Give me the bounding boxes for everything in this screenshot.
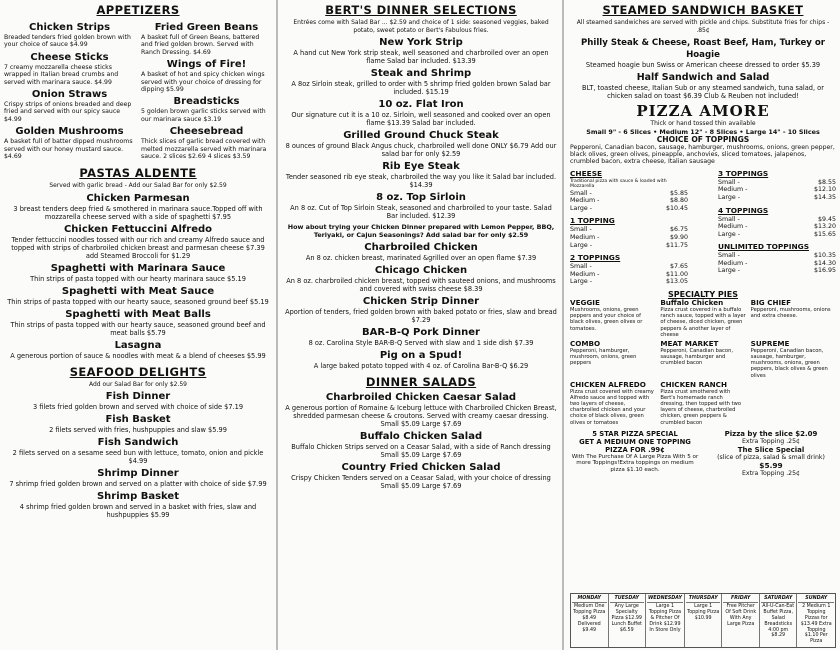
item-description: 4 shrimp fried golden brown and served in a basket with fries, slaw and hushpuppies $5.99 xyxy=(19,503,257,520)
size-label: Medium - xyxy=(718,186,748,194)
item-name: Wings of Fire! xyxy=(166,59,247,71)
specialty-pie xyxy=(751,340,836,379)
price-value: $11.75 xyxy=(665,241,688,249)
size-label: Small - xyxy=(570,263,592,271)
pie-description: Mushrooms, onions, green peppers and your choice of black olives, green olives or tomatoes. xyxy=(570,307,643,332)
price-block-title: 2 TOPPINGS xyxy=(570,253,621,263)
item-description: 8 oz. Carolina Style BAR-B-Q Served with slaw and 1 side dish $7.39 xyxy=(308,339,534,347)
price-value: $5.85 xyxy=(669,189,688,197)
menu-item xyxy=(280,327,562,347)
item-description: 2 filets served on a sesame seed bun with lettuce, tomato, onion and pickle $4.99 xyxy=(12,449,264,466)
price-block xyxy=(718,168,836,202)
half-sandwich-desc: BLT, toasted cheese, Italian Sub or any steamed sandwich, tuna salad, or chicken salad on toast $6.39 Club & Reuben not included! xyxy=(582,84,824,100)
item-name: Spaghetti with Marinara Sauce xyxy=(50,262,226,274)
day-special: Medium One Topping Pizza $8.49 Delivered $9.49 xyxy=(573,604,606,633)
size-label: Medium - xyxy=(570,270,600,278)
five-star-line: GET A MEDIUM ONE TOPPING PIZZA FOR .99¢ xyxy=(579,437,691,454)
column-sandwiches-pizza xyxy=(566,0,840,650)
item-name: BAR-B-Q Pork Dinner xyxy=(362,327,480,338)
menu-item xyxy=(280,37,562,65)
day-special: All-U-Can-Eat Buffet Pizza, Salad Breadsticks 4:00 pm $8.29 xyxy=(762,604,795,639)
price-row xyxy=(718,186,836,194)
pie-name: SUPREME xyxy=(750,338,790,348)
item-description: 3 breast tenders deep fried & smothered in marinara sauce.Topped off with mozzarella cheese served with a side of spaghetti $7.95 xyxy=(13,204,263,221)
pizza-amore-title: PIZZA AMORE xyxy=(636,102,770,120)
price-row xyxy=(718,223,836,231)
price-row xyxy=(718,194,836,202)
menu-item xyxy=(0,437,276,465)
pizza-price-grid xyxy=(566,168,840,289)
weekly-specials-table xyxy=(570,593,836,648)
item-name: Chicken Strips xyxy=(28,22,111,33)
pizza-prices-right xyxy=(718,168,836,289)
schedule-day xyxy=(760,594,798,647)
item-name: Charbroiled Chicken Caesar Salad xyxy=(325,392,517,403)
item-description: Buffalo Chicken Strips served on a Ceasar Salad, with a side of Ranch dressing Small $5.09 Large $7.69 xyxy=(291,443,551,459)
price-block-title: UNLIMITED TOPPINGS xyxy=(718,242,810,252)
price-value: $13.20 xyxy=(813,223,836,231)
pie-description: Pizza crust smothered with Bert's homemade ranch dressing, then topped with two layers of cheese, charbroiled chicken, green peppers & crumbled bacon xyxy=(660,389,742,426)
philly-steak-desc: Steamed hoagie bun Swiss or American cheese dressed to order $5.39 xyxy=(585,61,821,69)
pie-name: VEGGIE xyxy=(570,297,600,307)
toppings-title: CHOICE OF TOPPINGS xyxy=(656,134,750,144)
menu-item xyxy=(141,96,272,123)
item-description: A 8oz Sirloin steak, grilled to order with 5 shrimp fried golden brown Salad bar included. $15.19 xyxy=(291,80,551,96)
item-description: An 8 oz. Cut of Top Sirloin Steak, seasoned and charbroiled to your taste. Salad Bar included. $12.39 xyxy=(290,204,552,220)
specialty-pie xyxy=(570,381,655,426)
item-description: 7 creamy mozzarella cheese sticks wrapped in Italian bread crumbs and served with marinara sauce. $4.99 xyxy=(4,63,119,86)
size-label: Medium - xyxy=(570,197,600,205)
menu-item xyxy=(280,462,562,490)
item-description: A basket full of batter dipped mushrooms served with our honey mustard sauce. $4.69 xyxy=(4,138,133,161)
item-name: 10 oz. Flat Iron xyxy=(378,99,464,110)
salads-list xyxy=(280,392,562,490)
price-row xyxy=(718,231,836,239)
menu-item xyxy=(280,431,562,459)
item-description: A large baked potato topped with 4 oz. of Carolina Bar-B-Q $6.29 xyxy=(313,362,529,370)
slice-title: Pizza by the slice $2.09 xyxy=(724,429,818,438)
pastas-subtitle: Served with garlic bread - Add our Salad Bar for only $2.59 xyxy=(49,182,227,190)
toppings-list: Pepperoni, Canadian bacon, sausage, hamburger, mushrooms, onions, green pepper, black olives, green olives, pineapple, anchovies, sliced tomatoes, jalapenos, crumbled bacon, extra cheese, Italian sausage xyxy=(570,143,835,166)
size-label: Small - xyxy=(570,226,592,234)
column-dinner-selections xyxy=(280,0,564,650)
price-row xyxy=(718,260,836,268)
menu-item xyxy=(280,130,562,158)
menu-item xyxy=(4,126,135,160)
menu-item xyxy=(0,286,276,306)
pizza-crust-note: Thick or hand tossed thin available xyxy=(650,120,756,127)
appetizers-left xyxy=(4,19,135,160)
pie-name: MEAT MARKET xyxy=(660,338,719,348)
appetizers-grid xyxy=(0,19,276,160)
slice-extra: Extra Topping .25¢ xyxy=(742,437,800,445)
menu-item xyxy=(4,22,135,49)
pie-name: COMBO xyxy=(570,338,601,348)
item-name: Cheese Sticks xyxy=(30,51,109,63)
item-name: Steak and Shrimp xyxy=(370,68,472,79)
item-description: Thin strips of pasta topped with our hearty sauce, seasoned ground beef $5.19 xyxy=(7,297,269,306)
pie-description: Pepperoni, Canadian bacon, sausage, hamburger and crumbled bacon xyxy=(660,348,734,367)
menu-item xyxy=(0,414,276,434)
dinner-selections-subtitle: Entrées come with Salad Bar ... $2.59 and choice of 1 side: seasoned veggies, baked potato, sweet potato or Bert's Fabulous fries. xyxy=(293,19,549,34)
pie-name: CHICKEN RANCH xyxy=(660,379,727,389)
day-special: Large 1 Topping Pizza $10.99 xyxy=(687,604,720,622)
item-name: Chicago Chicken xyxy=(374,265,468,276)
item-name: Golden Mushrooms xyxy=(15,126,124,138)
five-star-title: 5 STAR PIZZA SPECIAL xyxy=(592,429,678,438)
item-description: An 8 oz. chicken breast, marinated &grilled over an open flame $7.39 xyxy=(305,254,537,262)
price-value: $15.65 xyxy=(813,230,836,238)
seafood-title: SEAFOOD DELIGHTS xyxy=(69,364,207,379)
item-name: Chicken Fettuccini Alfredo xyxy=(63,223,213,235)
pie-name: Buffalo Chicken xyxy=(660,297,724,307)
size-label: Medium - xyxy=(718,259,748,267)
appetizers-right xyxy=(141,19,272,160)
item-description: Crispy strips of onions breaded and deep fried and served with our spicy sauce $4.99 xyxy=(4,101,132,123)
dinner-list xyxy=(280,37,562,220)
price-value: $9.90 xyxy=(669,233,688,241)
schedule-day xyxy=(685,594,723,647)
size-label: Small - xyxy=(718,215,740,223)
specialty-pie xyxy=(570,299,655,338)
item-description: Thin strips of pasta topped with our hearty marinara sauce $5.19 xyxy=(30,274,246,283)
menu-item xyxy=(280,296,562,324)
item-name: Chicken Strip Dinner xyxy=(362,296,480,307)
price-value: $14.30 xyxy=(813,259,836,267)
menu-item xyxy=(141,126,272,160)
price-value: $12.10 xyxy=(813,186,836,194)
price-value: $16.95 xyxy=(813,267,836,275)
menu-item xyxy=(0,224,276,260)
schedule-day xyxy=(797,594,835,647)
price-row xyxy=(718,179,836,187)
slice-special-price: $5.99 xyxy=(759,460,783,470)
item-name: Charbroiled Chicken xyxy=(364,242,478,253)
menu-item xyxy=(0,391,276,411)
menu-item xyxy=(0,468,276,488)
day-name: MONDAY xyxy=(572,595,607,604)
day-name: SUNDAY xyxy=(798,595,834,604)
five-star-special xyxy=(570,430,700,478)
pie-description: Pepperoni, mushrooms, onions and extra cheese. xyxy=(750,307,831,320)
specialty-pie xyxy=(751,299,836,338)
slice-special-extra: Extra Topping .25¢ xyxy=(742,469,800,477)
seafood-subtitle: Add our Salad Bar for only $2.59 xyxy=(88,380,187,388)
price-value: $11.00 xyxy=(665,270,688,278)
price-block-title: CHEESE xyxy=(570,168,603,178)
item-name: New York Strip xyxy=(379,37,463,48)
pastas-title: PASTAS ALDENTE xyxy=(79,166,197,181)
appetizers-title: APPETIZERS xyxy=(96,3,180,17)
pie-description: Pepperoni, hamburger, mushroom, onions, green peppers xyxy=(570,348,637,367)
menu-item xyxy=(0,263,276,283)
item-name: 8 oz. Top Sirloin xyxy=(376,192,466,203)
item-name: Buffalo Chicken Salad xyxy=(359,431,483,442)
item-name: Fried Green Beans xyxy=(154,22,259,33)
price-row xyxy=(570,271,688,279)
item-description: Aportion of tenders, fried golden brown with baked potato or fries, slaw and bread $7.29 xyxy=(285,308,557,324)
specialty-pie xyxy=(660,381,745,426)
price-value: $14.35 xyxy=(813,193,836,201)
day-name: TUESDAY xyxy=(610,595,645,604)
item-description: 3 filets fried golden brown and served with choice of side $7.19 xyxy=(32,403,244,412)
item-name: Country Fried Chicken Salad xyxy=(341,462,501,473)
item-name: Onion Straws xyxy=(31,89,108,101)
menu-item xyxy=(4,89,135,123)
specialty-pie xyxy=(660,340,745,379)
seafood-list xyxy=(0,391,276,519)
price-row xyxy=(570,242,688,250)
specialty-pie xyxy=(570,340,655,379)
price-value: $13.05 xyxy=(665,278,688,286)
size-label: Small - xyxy=(718,252,740,260)
item-name: Fish Basket xyxy=(105,414,171,426)
item-description: A basket of hot and spicy chicken wings served with your choice of dressing for dipping $5.99 xyxy=(141,71,265,94)
day-special: Large 1 Topping Pizza & Pitcher Of Drink $12.99 In Store Only xyxy=(648,604,682,633)
size-label: Large - xyxy=(570,241,592,249)
steamed-sandwich-title: STEAMED SANDWICH BASKET xyxy=(602,3,804,17)
slice-special-title: The Slice Special xyxy=(737,445,805,454)
price-row xyxy=(570,234,688,242)
item-name: Lasagna xyxy=(114,339,162,351)
half-sandwich-name: Half Sandwich and Salad xyxy=(636,72,770,83)
column-appetizers-pastas-seafood xyxy=(0,0,278,650)
price-row xyxy=(718,216,836,224)
specialty-pie xyxy=(660,299,745,338)
slice-special-desc: (slice of pizza, salad & small drink) xyxy=(717,453,825,461)
size-label: Small - xyxy=(570,189,592,197)
menu-item xyxy=(280,350,562,370)
size-label: Large - xyxy=(570,278,592,286)
item-description: Crispy Chicken Tenders served on a Ceasar Salad, with your choice of dressing Small $5.09 Large $7.69 xyxy=(291,474,551,490)
menu-item xyxy=(4,52,135,86)
menu-item xyxy=(280,242,562,262)
schedule-day xyxy=(722,594,760,647)
price-row xyxy=(570,205,688,213)
item-description: 7 shrimp fried golden brown and served on a platter with choice of side $7.99 xyxy=(9,480,267,489)
price-value: $7.65 xyxy=(669,263,688,271)
item-name: Fish Dinner xyxy=(105,391,171,403)
price-block xyxy=(570,168,688,213)
schedule-day xyxy=(646,594,685,647)
price-row xyxy=(718,267,836,275)
item-description: Tender fettuccini noodles tossed with our rich and creamy Alfredo sauce and topped with strips of charbroiled chicken breast and parmesan cheese $7.39 add Steamed Broccoli for $1.29 xyxy=(11,235,265,260)
price-block-title: 3 TOPPINGS xyxy=(718,168,769,178)
price-block xyxy=(570,215,688,249)
item-description: Tender seasoned rib eye steak, charbroiled the way you like it Salad bar included. $14.39 xyxy=(285,173,557,189)
item-description: A basket full of Green Beans, battered and fried golden brown. Served with Ranch Dressing. $4.69 xyxy=(141,34,260,56)
price-row xyxy=(718,252,836,260)
item-description: Breaded tenders fried golden brown with your choice of sauce $4.99 xyxy=(4,34,131,49)
pizza-specials xyxy=(566,430,840,478)
menu-item xyxy=(141,22,272,56)
pie-name: CHICKEN ALFREDO xyxy=(570,379,646,389)
day-name: THURSDAY xyxy=(686,595,721,604)
menu-item xyxy=(280,68,562,96)
size-label: Medium - xyxy=(718,223,748,231)
item-name: Chicken Parmesan xyxy=(86,192,190,204)
philly-steak-name: Philly Steak & Cheese, Roast Beef, Ham, Turkey or Hoagie xyxy=(580,38,826,60)
item-name: Pig on a Spud! xyxy=(379,350,463,361)
seasoning-note: How about trying your Chicken Dinner prepared with Lemon Pepper, BBQ, Teriyaki, or Cajun Seasonings? Add salad bar for only $2.59 xyxy=(287,223,555,239)
menu-item xyxy=(0,309,276,337)
dinner-selections-title: BERT'S DINNER SELECTIONS xyxy=(325,3,517,17)
price-block-title: 4 TOPPINGS xyxy=(718,205,769,215)
pie-description: Pizza crust covered in a buffalo ranch sauce, topped with a layer of cheese, diced chicken, green peppers & another layer of cheese xyxy=(660,307,746,338)
price-row xyxy=(570,263,688,271)
item-description: An 8 oz. charbroiled chicken breast, topped with sauteed onions, and mushrooms and covered with swiss cheese $8.39 xyxy=(286,277,556,293)
size-label: Large - xyxy=(570,204,592,212)
price-block-title: 1 TOPPING xyxy=(570,216,615,226)
steamed-sandwich-subtitle: All steamed sandwiches are served with pickle and chips. Substitute fries for chips - .85¢ xyxy=(576,19,830,34)
price-block xyxy=(718,241,836,275)
schedule-day xyxy=(571,594,609,647)
price-value: $10.35 xyxy=(813,252,836,260)
item-name: Spaghetti with Meat Sauce xyxy=(61,285,215,297)
specialty-pies-grid xyxy=(566,299,840,428)
size-label: Large - xyxy=(718,230,740,238)
menu-item xyxy=(141,59,272,93)
item-name: Grilled Ground Chuck Steak xyxy=(343,130,499,141)
five-star-note: With The Purchase Of A Large Pizza With 5 or more Toppings!Extra toppings on medium pizza $1.10 each. xyxy=(571,453,699,473)
item-name: Shrimp Basket xyxy=(96,491,179,503)
price-row xyxy=(570,190,688,198)
dinner-salads-title: DINNER SALADS xyxy=(365,375,477,389)
item-description: 2 filets served with fries, hushpuppies and slaw $5.99 xyxy=(49,426,227,435)
item-description: A generous portion of Romaine & Iceburg lettuce with Charbroiled Chicken Breast, shredded parmesan cheese & croutons. Served with creamy caesar dressing. Small $5.09 Large $7.69 xyxy=(285,404,557,428)
price-block xyxy=(718,205,836,239)
item-description: Thick slices of garlic bread covered with melted mozzarella served with marinara sauce. 2 slices $2.69 4 slices $3.59 xyxy=(141,138,267,161)
schedule-day xyxy=(609,594,647,647)
menu-item xyxy=(0,491,276,519)
pie-name: BIG CHIEF xyxy=(750,297,791,307)
day-name: WEDNESDAY xyxy=(647,595,683,604)
item-description: Thin strips of pasta topped with our hearty sauce, seasoned ground beef and meat balls $5.79 xyxy=(10,320,266,337)
day-special: 2 Medium 1 Topping Pizzas for $13.49 Extra Topping $1.10 Per Pizza xyxy=(800,604,832,645)
menu-item xyxy=(280,265,562,293)
item-description: Our signature cut it is a 10 oz. Sirloin, well seasoned and cooked over an open flame $13.39 Salad bar included. xyxy=(291,111,551,127)
menu-item xyxy=(280,192,562,220)
item-name: Cheesebread xyxy=(169,126,244,138)
price-row xyxy=(570,197,688,205)
item-description: 8 ounces of ground Black Angus chuck, charbroiled well done ONLY $6.79 Add our salad bar for only $2.59 xyxy=(285,142,557,158)
pie-description: Pepperoni, Canadian bacon, sausage, hamburger, mushrooms, onions, green peppers, black olives & green olives xyxy=(750,348,828,379)
item-name: Rib Eye Steak xyxy=(382,161,460,172)
price-value: $9.45 xyxy=(817,215,836,223)
price-value: $8.80 xyxy=(669,197,688,205)
item-description: 5 golden brown garlic sticks served with our marinara sauce $3.19 xyxy=(141,108,266,123)
item-name: Shrimp Dinner xyxy=(97,468,179,480)
item-name: Breadsticks xyxy=(173,96,240,108)
price-row xyxy=(570,278,688,286)
price-block-note: Traditional pizza with sauce & loaded with Mozzarella xyxy=(570,178,667,190)
price-row xyxy=(570,226,688,234)
size-label: Large - xyxy=(718,267,740,275)
day-name: SATURDAY xyxy=(761,595,796,604)
item-description: A hand cut New York strip steak, well seasoned and charbroiled over an open flame Salad bar included. $13.39 xyxy=(293,49,549,65)
price-value: $10.45 xyxy=(665,204,688,212)
day-special: Free Pitcher Of Soft Drink With Any Large Pizza xyxy=(725,604,757,627)
item-description: A generous portion of sauce & noodles with meat & a blend of cheeses $5.99 xyxy=(10,351,266,360)
pizza-sizes: Small 9" - 6 Slices • Medium 12" - 8 Slices • Large 14" - 10 Slices xyxy=(586,127,820,136)
slice-special xyxy=(706,430,836,478)
menu-item xyxy=(280,161,562,189)
item-name: Spaghetti with Meat Balls xyxy=(65,308,211,320)
pastas-list xyxy=(0,193,276,360)
chicken-dinner-list xyxy=(280,242,562,370)
size-label: Medium - xyxy=(570,233,600,241)
price-value: $6.75 xyxy=(669,226,688,234)
specialty-pies-title: SPECIALTY PIES xyxy=(667,289,738,299)
day-special: Any Large Specialty Pizza $12.99 Lunch Buffet $6.59 xyxy=(611,604,642,633)
price-block xyxy=(570,252,688,286)
day-name: FRIDAY xyxy=(723,595,758,604)
pie-description: Pizza crust covered with creamy Alfredo sauce and topped with two layers of cheese, charbroiled chicken and your choice of black olives, green olives or tomatoes xyxy=(570,389,654,426)
menu-item xyxy=(280,99,562,127)
menu-item xyxy=(280,392,562,428)
item-name: Fish Sandwich xyxy=(97,437,179,449)
size-label: Small - xyxy=(718,178,740,186)
size-label: Large - xyxy=(718,193,740,201)
menu-item xyxy=(0,193,276,221)
pizza-prices-left xyxy=(570,168,688,289)
menu-item xyxy=(0,340,276,360)
price-value: $8.55 xyxy=(817,178,836,186)
